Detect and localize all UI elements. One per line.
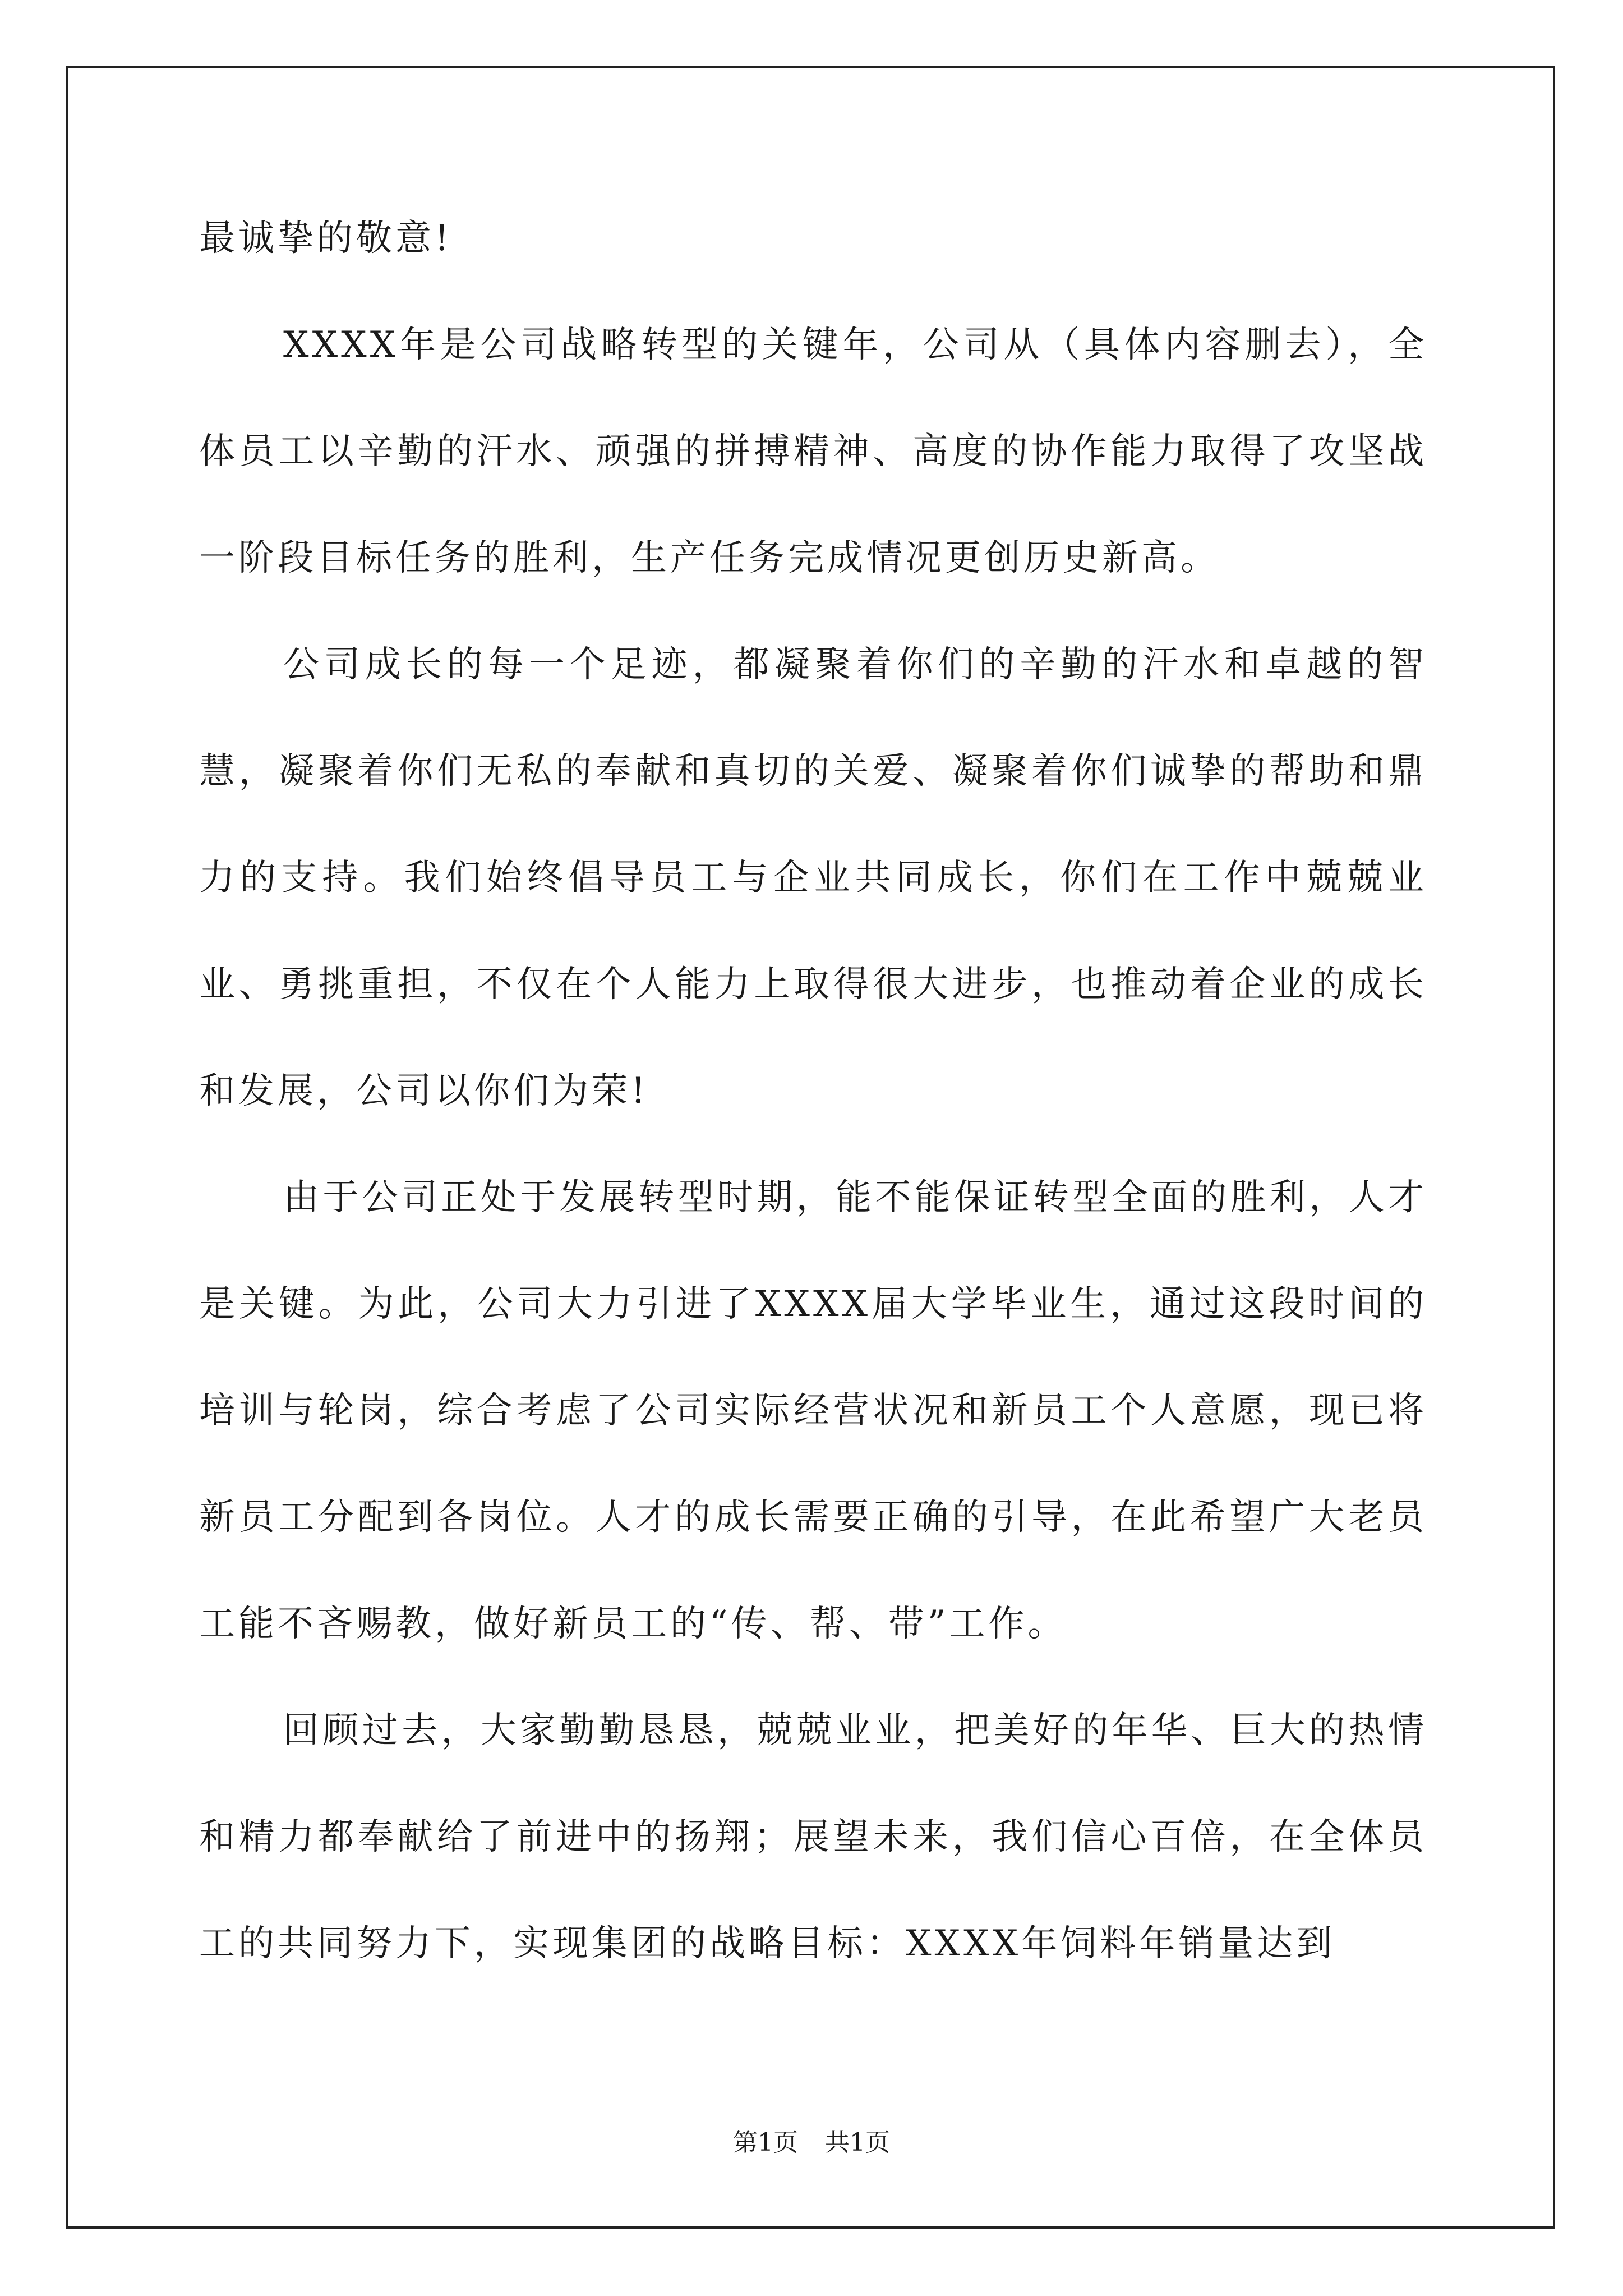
paragraph: 回顾过去，大家勤勤恳恳，兢兢业业，把美好的年华、巨大的热情和精力都奉献给了前进中的扬翔；展望未来，我们信心百倍，在全体员工的共同努力下，实现集团的战略目标：XXXX年饲料年销量达到 bbox=[199, 1710, 1427, 1964]
document-body bbox=[199, 185, 1427, 1997]
page-number-total: 共1页 bbox=[825, 2128, 890, 2157]
paragraph: XXXX年是公司战略转型的关键年，公司从（具体内容删去），全体员工以辛勤的汗水、顽强的拼搏精神、高度的协作能力取得了攻坚战一阶段目标任务的胜利，生产任务完成情况更创历史新高。 bbox=[199, 324, 1427, 579]
paragraph: 公司成长的每一个足迹，都凝聚着你们的辛勤的汗水和卓越的智慧，凝聚着你们无私的奉献和真切的关爱、凝聚着你们诚挚的帮助和鼎力的支持。我们始终倡导员工与企业共同成长，你们在工作中兢兢业业、勇挑重担，不仅在个人能力上取得很大进步，也推动着企业的成长和发展，公司以你们为荣! bbox=[199, 644, 1427, 1112]
paragraph: 由于公司正处于发展转型时期，能不能保证转型全面的胜利，人才是关键。为此，公司大力引进了XXXX届大学毕业生，通过这段时间的培训与轮岗，综合考虑了公司实际经营状况和新员工个人意愿，现已将新员工分配到各岗位。人才的成长需要正确的引导，在此希望广大老员工能不吝赐教，做好新员工的“传、帮、带”工作。 bbox=[199, 1177, 1427, 1645]
page-footer bbox=[0, 2126, 1623, 2160]
page-number-current: 第1页 bbox=[733, 2128, 798, 2157]
paragraph-continuation: 最诚挚的敬意! bbox=[199, 218, 453, 259]
